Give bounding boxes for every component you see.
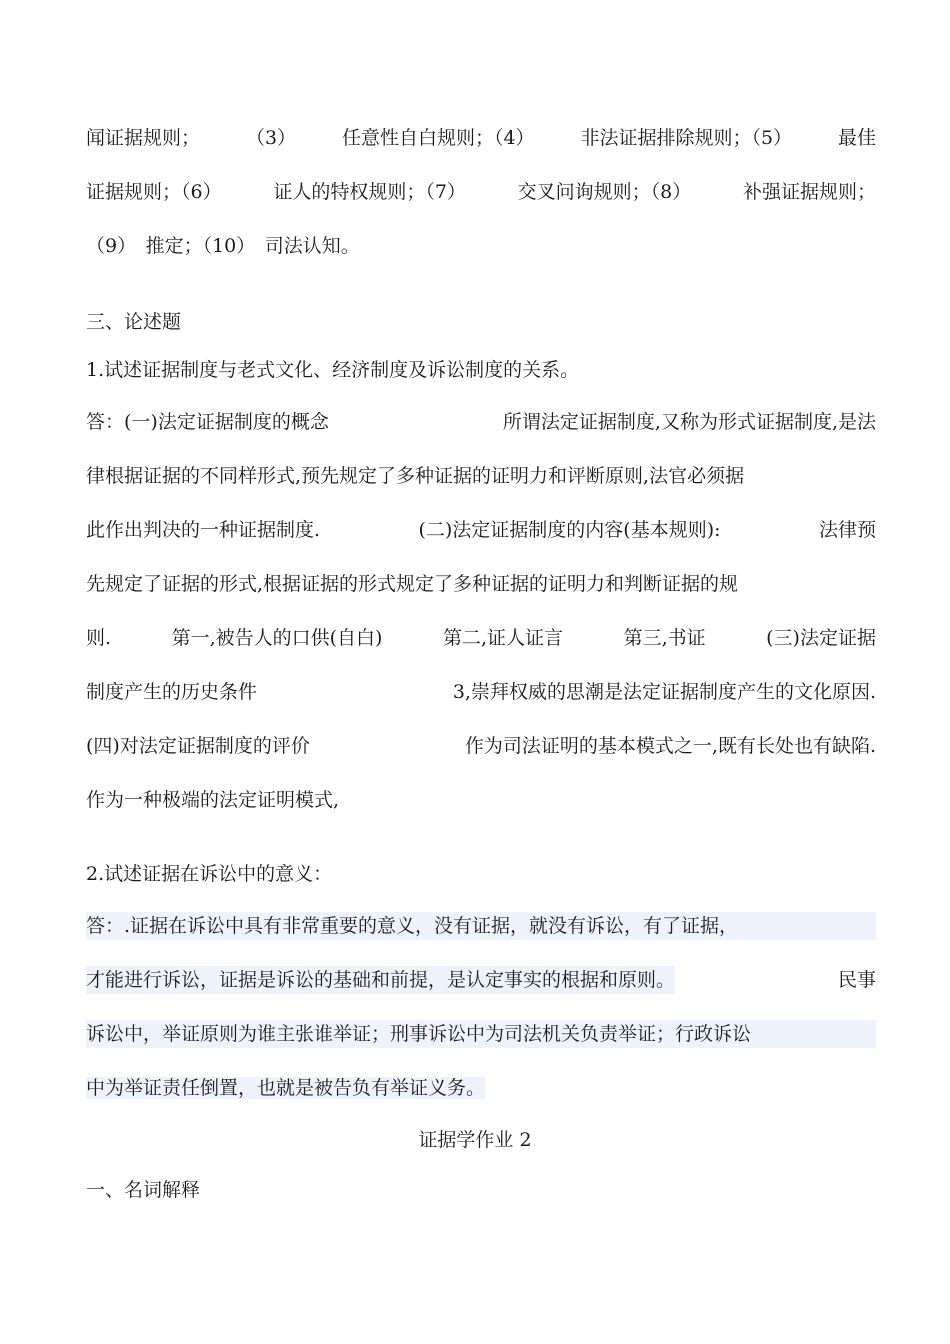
text-line [86, 124, 876, 152]
text-segment: 第一,被告人的口供(自白) [171, 627, 383, 649]
text-segment: 制度产生的历史条件 [86, 681, 258, 703]
text-line: 律根据证据的不同样形式,预先规定了多种证据的证明力和评断原则,法官必须据 [86, 465, 745, 487]
section-heading: 一、名词解释 [86, 1179, 201, 1201]
text-segment: 答：(一)法定证据制度的概念 [86, 411, 329, 433]
text-line [86, 516, 876, 544]
text-segment: 此作出判决的一种证据制度. [86, 519, 321, 541]
text-segment: 证人的特权规则；（7） [273, 181, 466, 203]
text-segment: (二)法定证据制度的内容(基本规则): [418, 519, 721, 541]
text-segment: 民事 [837, 969, 876, 991]
highlighted-line: 答：.证据在诉讼中具有非常重要的意义，没有证据，就没有诉讼，有了证据， [86, 912, 876, 940]
text-line [86, 178, 876, 206]
text-line [86, 966, 876, 994]
text-segment: 第三,书证 [623, 627, 706, 649]
text-line [86, 732, 876, 760]
text-segment: （3） [245, 127, 297, 149]
text-segment: 闻证据规则； [86, 127, 201, 149]
text-segment: 3,崇拜权威的思潮是法定证据制度产生的文化原因. [452, 681, 876, 703]
text-segment: 补强证据规则； [742, 181, 876, 203]
question-heading: 2.试述证据在诉讼中的意义： [86, 863, 333, 885]
text-line [86, 624, 876, 652]
text-segment: (四)对法定证据制度的评价 [86, 735, 310, 757]
text-segment: 非法证据排除规则；（5） [580, 127, 793, 149]
text-line: 作为一种极端的法定证明模式, [86, 789, 340, 811]
text-line [86, 678, 876, 706]
text-segment: 最佳 [837, 127, 876, 149]
text-segment: 任意性自白规则；（4） [341, 127, 535, 149]
text-segment: (三)法定证据 [766, 627, 876, 649]
text-segment: 作为司法证明的基本模式之一,既有长处也有缺陷. [464, 735, 876, 757]
question-heading: 1.试述证据制度与老式文化、经济制度及诉讼制度的关系。 [86, 359, 580, 381]
text-segment: 证据规则；（6） [86, 181, 222, 203]
highlighted-segment: 中为举证责任倒置，也就是被告负有举证义务。 [86, 1077, 486, 1099]
text-segment: 所谓法定证据制度,又称为形式证据制度,是法 [502, 411, 876, 433]
text-segment: 交叉问询规则；（8） [517, 181, 692, 203]
text-line: 先规定了证据的形式,根据证据的形式规定了多种证据的证明力和判断证据的规 [86, 573, 739, 595]
text-line: （9） 推定；（10） 司法认知。 [86, 235, 360, 257]
text-line [86, 1074, 485, 1102]
section-heading: 三、论述题 [86, 311, 182, 333]
text-line [86, 408, 876, 436]
text-segment: 则. [86, 627, 112, 649]
text-segment: 第二,证人证言 [442, 627, 564, 649]
homework-title: 证据学作业 2 [418, 1129, 532, 1151]
highlighted-segment: 才能进行诉讼，证据是诉讼的基础和前提，是认定事实的根据和原则。 [86, 966, 675, 994]
highlighted-line: 诉讼中，举证原则为谁主张谁举证；刑事诉讼中为司法机关负责举证；行政诉讼 [86, 1020, 876, 1048]
text-segment: 法律预 [818, 519, 876, 541]
